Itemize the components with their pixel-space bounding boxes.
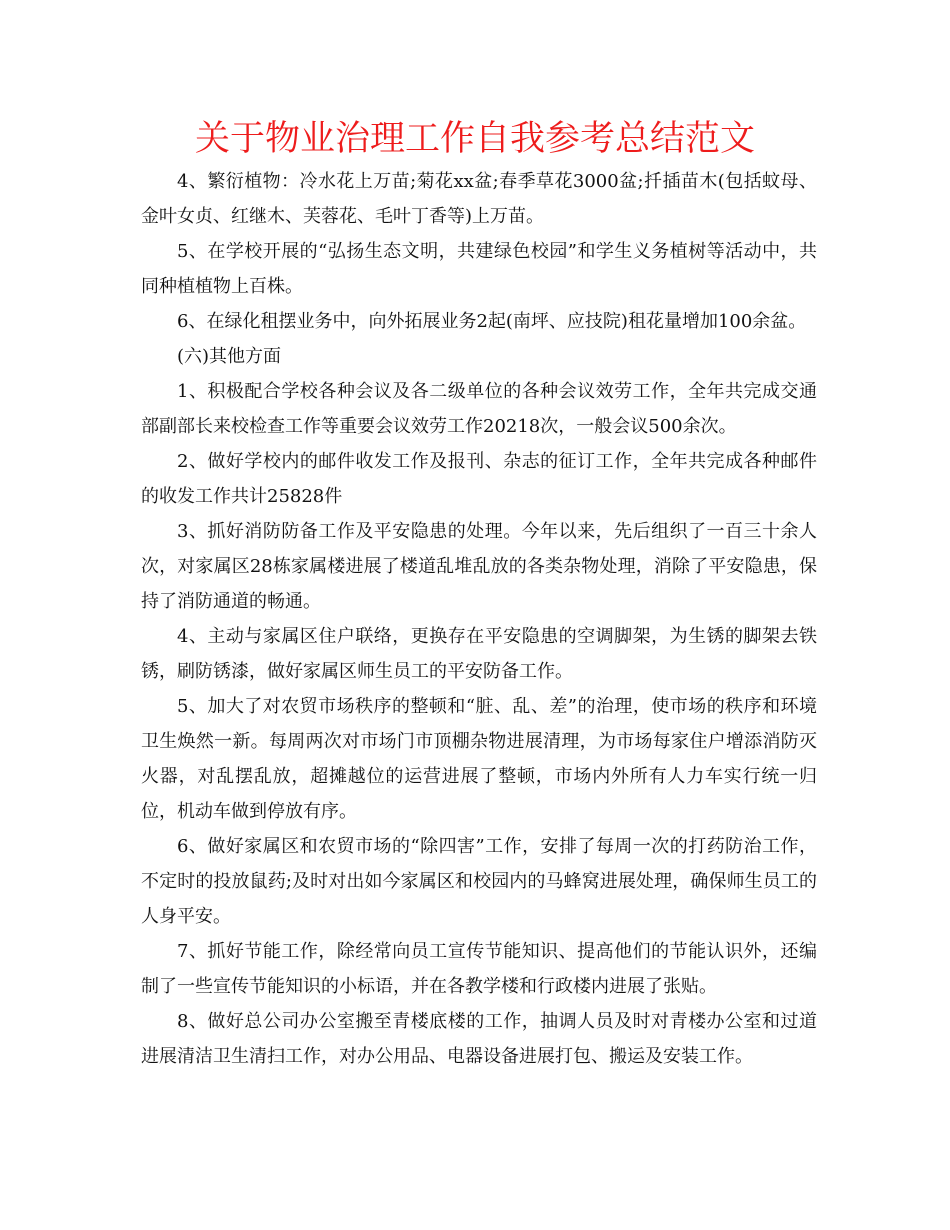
paragraph-meeting-services: 1、积极配合学校各种会议及各二级单位的各种会议效劳工作，全年共完成交通部副部长来校检查工作等重要会议效劳工作20218次，一般会议500余次。: [141, 381, 817, 437]
paragraph-market-order: 5、加大了对农贸市场秩序的整顿和“脏、乱、差”的治理，使市场的秩序和环境卫生焕然一新。每周两次对市场门市顶棚杂物进展清理，为市场每家住户增添消防灭火器，对乱摆乱放，超摊越位的运营进展了整顿，市场内外所有人力车实行统一归位，机动车做到停放有序。: [141, 696, 817, 822]
paragraph-pest-control: 6、做好家属区和农贸市场的“除四害”工作，安排了每周一次的打药防治工作，不定时的投放鼠药;及时对出如今家属区和校园内的马蜂窝进展处理，确保师生员工的人身平安。: [141, 836, 817, 927]
paragraph-mail-services: 2、做好学校内的邮件收发工作及报刊、杂志的征订工作，全年共完成各种邮件的收发工作共计25828件: [141, 451, 817, 507]
section-heading-other-aspects: (六)其他方面: [177, 346, 282, 367]
document-title: 关于物业治理工作自我参考总结范文: [194, 119, 755, 159]
paragraph-fire-safety: 3、抓好消防防备工作及平安隐患的处理。今年以来，先后组织了一百三十余人次，对家属区28栋家属楼进展了楼道乱堆乱放的各类杂物处理，消除了平安隐患，保持了消防通道的畅通。: [141, 521, 817, 612]
paragraph-energy-saving: 7、抓好节能工作，除经常向员工宣传节能知识、提高他们的节能认识外，还编制了一些宣传节能知识的小标语，并在各教学楼和行政楼内进展了张贴。: [141, 941, 817, 997]
paragraph-office-relocation: 8、做好总公司办公室搬至青楼底楼的工作，抽调人员及时对青楼办公室和过道进展清洁卫生清扫工作，对办公用品、电器设备进展打包、搬运及安装工作。: [141, 1011, 817, 1067]
paragraph-plants-propagation: 4、繁衍植物：冷水花上万苗;菊花xx盆;春季草花3000盆;扦插苗木(包括蚊母、金叶女贞、红继木、芙蓉花、毛叶丁香等)上万苗。: [141, 171, 817, 227]
paragraph-ac-brackets: 4、主动与家属区住户联络，更换存在平安隐患的空调脚架，为生锈的脚架去铁锈，刷防锈漆，做好家属区师生员工的平安防备工作。: [141, 626, 817, 682]
paragraph-green-campus-activity: 5、在学校开展的“弘扬生态文明，共建绿色校园”和学生义务植树等活动中，共同种植植物上百株。: [141, 241, 817, 297]
document-body: [141, 164, 817, 1074]
paragraph-flower-rental: 6、在绿化租摆业务中，向外拓展业务2起(南坪、应技院)租花量增加100余盆。: [177, 311, 807, 332]
